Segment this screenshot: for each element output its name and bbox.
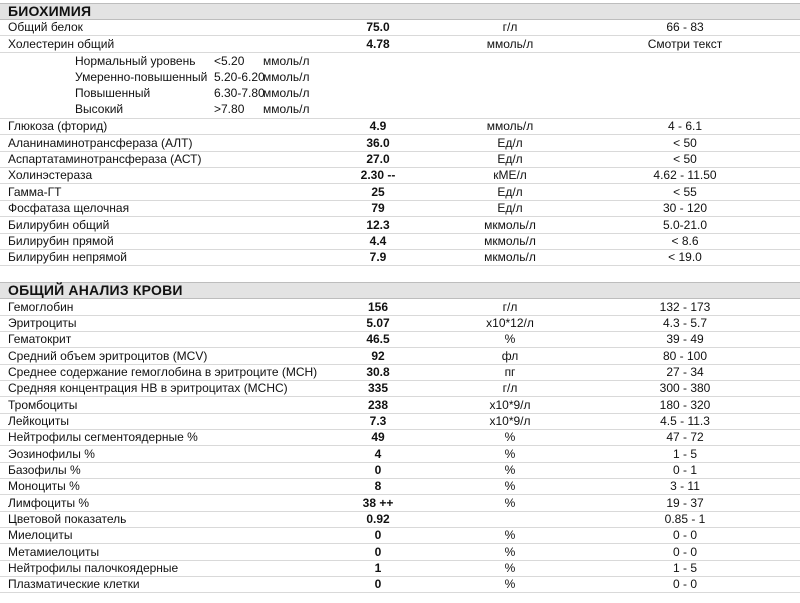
test-value: 0 <box>374 577 382 591</box>
table-row <box>0 168 800 184</box>
test-reference: 27 - 34 <box>666 365 704 379</box>
test-value: 4 <box>374 447 382 461</box>
test-name: Нейтрофилы палочкоядерные <box>8 561 179 575</box>
cholesterol-level-row <box>0 54 800 70</box>
test-unit: мкмоль/л <box>484 234 536 248</box>
test-name: Моноциты % <box>8 479 80 493</box>
cholesterol-level-name: Нормальный уровень <box>75 54 196 68</box>
test-value: 8 <box>374 479 382 493</box>
table-row <box>0 496 800 512</box>
test-reference: 0 - 0 <box>672 545 697 559</box>
test-name: Цветовой показатель <box>8 512 127 526</box>
test-value: 38 ++ <box>362 496 394 510</box>
test-reference: < 8.6 <box>671 234 699 248</box>
test-reference: 132 - 173 <box>659 300 711 314</box>
table-row <box>0 218 800 234</box>
cholesterol-level-unit: ммоль/л <box>263 86 310 100</box>
test-unit: Ед/л <box>497 136 523 150</box>
cholesterol-level-range: >7.80 <box>214 102 245 116</box>
table-row <box>0 37 800 53</box>
cholesterol-level-unit: ммоль/л <box>263 54 310 68</box>
test-value: 0 <box>374 528 382 542</box>
test-unit: кМЕ/л <box>493 168 527 182</box>
test-name: Билирубин общий <box>8 218 110 232</box>
table-row <box>0 316 800 332</box>
biochem-section-title: БИОХИМИЯ <box>8 3 92 19</box>
cholesterol-level-name: Высокий <box>75 102 124 116</box>
test-reference: < 19.0 <box>668 250 702 264</box>
table-row <box>0 463 800 479</box>
test-value: 7.9 <box>369 250 387 264</box>
cholesterol-level-range: 6.30-7.80 <box>214 86 265 100</box>
test-reference: 1 - 5 <box>672 561 697 575</box>
test-value: 0.92 <box>366 512 390 526</box>
test-reference: 4.62 - 11.50 <box>653 168 717 182</box>
cbc-section-title: ОБЩИЙ АНАЛИЗ КРОВИ <box>8 282 183 298</box>
table-row <box>0 20 800 36</box>
test-unit: x10*12/л <box>486 316 534 330</box>
test-name: Тромбоциты <box>8 398 78 412</box>
table-row <box>0 300 800 316</box>
test-name: Глюкоза (фторид) <box>8 119 108 133</box>
test-value: 49 <box>371 430 385 444</box>
test-value: 75.0 <box>366 20 390 34</box>
test-reference: 0 - 0 <box>672 528 697 542</box>
test-reference: 3 - 11 <box>670 479 700 493</box>
cbc-section-header <box>0 282 800 299</box>
test-value: 4.9 <box>369 119 387 133</box>
test-name: Базофилы % <box>8 463 81 477</box>
test-unit: x10*9/л <box>489 398 531 412</box>
test-unit: % <box>504 545 516 559</box>
test-name: Фосфатаза щелочная <box>8 201 130 215</box>
test-name: Гематокрит <box>8 332 72 346</box>
table-row <box>0 381 800 397</box>
test-unit: % <box>504 430 516 444</box>
test-unit: % <box>504 463 516 477</box>
table-row <box>0 152 800 168</box>
test-value: 12.3 <box>366 218 390 232</box>
test-reference: 4 - 6.1 <box>667 119 703 133</box>
test-unit: % <box>504 496 516 510</box>
test-reference: 4.5 - 11.3 <box>660 414 710 428</box>
test-name: Эритроциты <box>8 316 77 330</box>
cholesterol-level-unit: ммоль/л <box>263 102 310 116</box>
test-value: 335 <box>367 381 389 395</box>
test-unit: Ед/л <box>497 185 523 199</box>
test-value: 30.8 <box>366 365 390 379</box>
test-name: Метамиелоциты <box>8 545 100 559</box>
test-value: 0 <box>374 463 382 477</box>
test-value: 2.30 -- <box>360 168 396 182</box>
cholesterol-level-row <box>0 70 800 86</box>
test-name: Холестерин общий <box>8 37 115 51</box>
test-unit: фл <box>501 349 519 363</box>
cholesterol-level-range: 5.20-6.20 <box>214 70 265 84</box>
test-name: Аланинаминотрансфераза (АЛТ) <box>8 136 193 150</box>
table-row <box>0 398 800 414</box>
cholesterol-level-name: Повышенный <box>75 86 151 100</box>
test-reference: 30 - 120 <box>662 201 708 215</box>
test-unit: % <box>504 528 516 542</box>
table-row <box>0 447 800 463</box>
table-row <box>0 479 800 495</box>
table-row <box>0 414 800 430</box>
test-unit: г/л <box>502 300 518 314</box>
test-reference: 180 - 320 <box>659 398 711 412</box>
test-reference: 4.3 - 5.7 <box>662 316 708 330</box>
test-unit: пг <box>504 365 516 379</box>
test-name: Гамма-ГТ <box>8 185 62 199</box>
test-value: 27.0 <box>366 152 390 166</box>
test-reference: 47 - 72 <box>666 430 704 444</box>
test-value: 238 <box>367 398 389 412</box>
test-name: Аспартатаминотрансфераза (АСТ) <box>8 152 202 166</box>
table-row <box>0 545 800 561</box>
table-row <box>0 365 800 381</box>
table-row <box>0 430 800 446</box>
test-reference: 5.0-21.0 <box>662 218 708 232</box>
test-name: Средняя концентрация HB в эритроцитах (MCHC) <box>8 381 288 395</box>
test-unit: мкмоль/л <box>484 250 536 264</box>
test-value: 4.78 <box>366 37 390 51</box>
test-name: Лимфоциты % <box>8 496 90 510</box>
table-row <box>0 234 800 250</box>
cholesterol-level-unit: ммоль/л <box>263 70 310 84</box>
test-reference: < 50 <box>673 152 697 166</box>
test-name: Гемоглобин <box>8 300 74 314</box>
cholesterol-level-range: <5.20 <box>214 54 245 68</box>
test-name: Общий белок <box>8 20 83 34</box>
test-value: 79 <box>371 201 385 215</box>
test-value: 25 <box>371 185 385 199</box>
test-unit: Ед/л <box>497 152 523 166</box>
test-reference: < 55 <box>673 185 697 199</box>
table-row <box>0 136 800 152</box>
test-unit: мкмоль/л <box>484 218 536 232</box>
test-reference: 0.85 - 1 <box>664 512 706 526</box>
test-reference: 19 - 37 <box>666 496 704 510</box>
test-reference: 1 - 5 <box>672 447 697 461</box>
test-name: Плазматические клетки <box>8 577 140 591</box>
test-reference: < 50 <box>673 136 697 150</box>
test-value: 46.5 <box>366 332 390 346</box>
table-row <box>0 332 800 348</box>
test-reference: 0 - 1 <box>672 463 697 477</box>
test-unit: ммоль/л <box>486 119 534 133</box>
table-row <box>0 512 800 528</box>
test-name: Миелоциты <box>8 528 73 542</box>
cholesterol-level-name: Умеренно-повышенный <box>75 70 208 84</box>
test-unit: % <box>504 332 516 346</box>
table-row <box>0 250 800 266</box>
test-unit: x10*9/л <box>489 414 531 428</box>
test-value: 1 <box>374 561 382 575</box>
test-unit: % <box>504 479 516 493</box>
test-name: Холинэстераза <box>8 168 93 182</box>
test-reference: 0 - 0 <box>672 577 697 591</box>
cholesterol-level-row <box>0 86 800 102</box>
test-value: 4.4 <box>369 234 387 248</box>
table-row <box>0 577 800 593</box>
test-reference: 80 - 100 <box>662 349 708 363</box>
test-unit: % <box>504 561 516 575</box>
test-name: Средний объем эритроцитов (MCV) <box>8 349 208 363</box>
test-unit: г/л <box>502 20 518 34</box>
test-reference: 66 - 83 <box>666 20 704 34</box>
table-row <box>0 561 800 577</box>
test-reference: 39 - 49 <box>666 332 704 346</box>
test-value: 92 <box>371 349 385 363</box>
test-name: Эозинофилы % <box>8 447 95 461</box>
test-name: Лейкоциты <box>8 414 70 428</box>
table-row <box>0 119 800 135</box>
table-row <box>0 349 800 365</box>
test-name: Билирубин прямой <box>8 234 114 248</box>
biochem-section-header <box>0 3 800 20</box>
test-reference: 300 - 380 <box>659 381 711 395</box>
test-name: Билирубин непрямой <box>8 250 127 264</box>
test-reference: Смотри текст <box>647 37 723 51</box>
table-row <box>0 185 800 201</box>
test-unit: % <box>504 447 516 461</box>
test-name: Нейтрофилы сегментоядерные % <box>8 430 198 444</box>
cholesterol-level-row <box>0 102 800 118</box>
test-value: 156 <box>367 300 389 314</box>
test-value: 36.0 <box>366 136 390 150</box>
table-row <box>0 201 800 217</box>
test-value: 0 <box>374 545 382 559</box>
table-row <box>0 528 800 544</box>
test-unit: % <box>504 577 516 591</box>
test-name: Среднее содержание гемоглобина в эритроците (MCH) <box>8 365 318 379</box>
test-unit: Ед/л <box>497 201 523 215</box>
test-value: 5.07 <box>366 316 390 330</box>
test-value: 7.3 <box>369 414 387 428</box>
test-unit: г/л <box>502 381 518 395</box>
test-unit: ммоль/л <box>486 37 534 51</box>
